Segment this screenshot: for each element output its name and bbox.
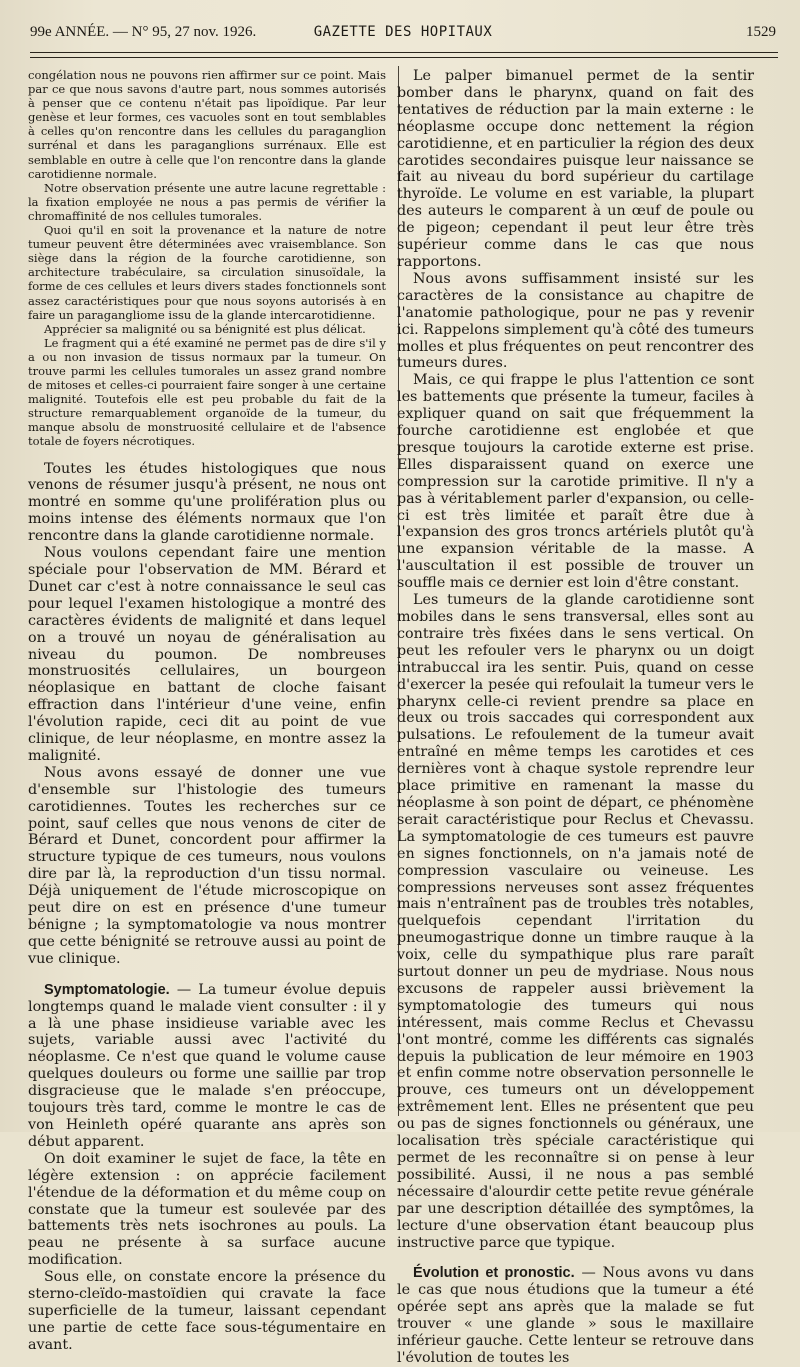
paragraph: Nous voulons cependant faire une mention spéciale pour l'observation de MM. Bérard et Dunet car c'est à notre connaissance le seul cas pour lequel l'examen histologique a montré des caractères évidents de malignité et dans lequel on a trouvé un noyau de généralisation au niveau du poumon. De nombreuses monstruosités cellulaires, un bourgeon néoplasique en battant de cloche faisant effraction dans l'intérieur d'une veine, enfin l'évolution rapide, ceci dit au point de vue clinique, de leur néoplasme, en montre assez la malignité.	[28, 545, 386, 764]
header-rule-top	[30, 52, 778, 53]
paragraph: Le palper bimanuel permet de la sentir bomber dans le pharynx, quand on fait des tentatives de réduction par la main externe : le néoplasme occupe donc nettement la région carotidienne, et en particulier la région des deux carotides secondaires puisque leur naissance se fait au niveau du bord supérieur du cartilage thyroïde. Le volume en est variable, la plupart des auteurs le comparent à un œuf de poule ou de pigeon; cependant il peut leur être très supérieur comme dans le cas que nous rapportons.	[397, 68, 754, 270]
section-lead-text: — Nous avons vu dans le cas que nous étudions que la tumeur a été opérée sept ans après que la malade se fut trouver « une glande » sous le maxillaire inférieur gauche. Cette lenteur se retrouve dans l'évolution de toutes les	[397, 1265, 754, 1366]
main-text-block	[397, 68, 754, 1367]
left-column	[28, 68, 386, 1353]
paragraph: Nous avons essayé de donner une vue d'ensemble sur l'histologie des tumeurs carotidiennes. Toutes les recherches sur ce point, sauf celles que nous venons de citer de Bérard et Dunet, concordent pour affirmer la structure typique de ces tumeurs, nous voulons dire par là, la reproduction d'un tissu normal. Déjà uniquement de l'étude microscopique on peut dire on est en présence d'une tumeur bénigne ; la symptomatologie va nous montrer que cette bénignité se retrouve aussi au point de vue clinique.	[28, 764, 386, 967]
section-lead-text: — La tumeur évolue depuis longtemps quand le malade vient consulter : il y a là une phase insidieuse variable avec les sujets, variable aussi avec l'activité du néoplasme. Ce n'est que quand le volume cause quelques douleurs ou forme une saillie par trop disgracieuse que le malade s'en préoccupe, toujours très tard, comme le montre le cas de von Heinleth opéré quarante ans après son début apparent.	[28, 981, 386, 1150]
page-number: 1529	[746, 24, 776, 40]
section-paragraph	[28, 982, 386, 1151]
paragraph: Quoi qu'il en soit la provenance et la nature de notre tumeur peuvent être déterminées avec vraisemblance. Son siège dans la région de la fourche carotidienne, son architecture trabéculaire, sa circulation sinusoïdale, la forme de ces cellules et leurs divers stades fonctionnels sont assez caractéristiques pour que nous soyons autorisés à en faire un paragangliome issu de la glande intercarotidienne.	[28, 223, 386, 322]
small-print-block	[28, 68, 386, 449]
spacer	[397, 1251, 754, 1265]
issue-info: 99e ANNÉE. — N° 95, 27 nov. 1926.	[30, 24, 257, 40]
paragraph: Nous avons suffisamment insisté sur les caractères de la consistance au chapitre de l'anatomie pathologique, pour ne pas y revenir ici. Rappelons simplement qu'à côté des tumeurs molles et plus fréquentes on peut rencontrer des tumeurs dures.	[397, 270, 754, 372]
paragraph: Sous elle, on constate encore la présence du sterno-cleïdo-mastoïdien qui cravate la face superficielle de la tumeur, laissant cependant une partie de cette face sous-tégumentaire en avant.	[28, 1269, 386, 1353]
paragraph: On doit examiner le sujet de face, la tête en légère extension : on apprécie facilement l'étendue de la déformation et du même coup on constate que la tumeur est soulevée par des battements très nets isochrones au pouls. La peau ne présente à sa surface aucune modification.	[28, 1150, 386, 1269]
paragraph: Toutes les études histologiques que nous venons de résumer jusqu'à présent, ne nous ont montré en somme qu'une prolifération plus ou moins intense des éléments normaux que l'on rencontre dans la glande carotidienne normale.	[28, 460, 386, 545]
section-paragraph	[397, 1265, 754, 1366]
paragraph: Mais, ce qui frappe le plus l'attention ce sont les battements que présente la tumeur, faciles à expliquer quand on sait que fréquemment la fourche carotidienne est englobée et que presque toujours la carotide externe est prise. Elles disparaissent quand on exerce une compression sur la carotide primitive. Il n'y a pas à véritablement parler d'expansion, ou celle-ci est très limitée et paraît être due à l'expansion des gros troncs artériels plutôt qu'à une expansion véritable de la masse. A l'auscultation il est possible de trouver un souffle mais ce dernier est loin d'être constant.	[397, 372, 754, 592]
right-column	[397, 68, 754, 1366]
spacer	[28, 968, 386, 982]
section-heading-symptomatologie: Symptomatologie.	[44, 981, 170, 998]
paragraph: Apprécier sa malignité ou sa bénignité est plus délicat.	[44, 321, 366, 336]
running-header	[30, 24, 776, 44]
journal-title: GAZETTE DES HOPITAUX	[313, 24, 493, 40]
paragraph: Le fragment qui a été examiné ne permet pas de dire s'il y a ou non invasion de tissus normaux par la tumeur. On trouve parmi les cellules tumorales un assez grand nombre de mitoses et celles-ci pourraient faire songer à une certaine malignité. Toutefois elle est peu probable du fait de la structure remarquablement organoïde de la tumeur, du manque absolu de monstruosité cellulaire et de l'absence totale de foyers nécrotiques.	[28, 335, 386, 449]
paragraph: Les tumeurs de la glande carotidienne sont mobiles dans le sens transversal, elles sont au contraire très fixées dans le sens vertical. On peut les refouler vers le pharynx ou un doigt intrabuccal ira les sentir. Puis, quand on cesse d'exercer la pesée qui refoulait la tumeur vers le pharynx celle-ci revient prendre sa place en deux ou trois saccades qui correspondent aux pulsations. Le refoulement de la tumeur avait entraîné en même temps les carotides et ces dernières vont à chaque systole reprendre leur place primitive en ramenant la masse du néoplasme à son point de départ, ce phénomène serait caractéristique pour Reclus et Chevassu. La symptomatologie de ces tumeurs est pauvre en signes fonctionnels, on n'a jamais noté de compression vasculaire ou veineuse. Les compressions nerveuses sont assez fréquentes mais n'entraînent pas de troubles très notables, quelquefois cependant l'irritation du pneumogastrique donne un timbre rauque à la voix, celle du sympathique plus rare paraît surtout donner un peu de mydriase. Nous nous excusons de rappeler aussi brièvement la symptomatologie des tumeurs qui nous intéressent, mais comme Reclus et Chevassu l'ont montré, comme les différents cas signalés depuis la publication de leur mémoire en 1903 et enfin comme notre observation personnelle le prouve, ces tumeurs ont un développement extrêmement lent. Elles ne présentent que peu ou pas de signes fonctionnels ou généraux, une localisation très spéciale caractéristique qui permet de les reconnaître si on pense à leur possibilité. Aussi, il ne nous a pas semblé nécessaire d'alourdir cette petite revue générale par une description détaillée des symptômes, la lecture d'une observation étant beaucoup plus instructive parce que typique.	[397, 592, 754, 1251]
main-text-block	[28, 461, 386, 1354]
section-heading-evolution: Évolution et pronostic.	[413, 1265, 575, 1282]
header-rule-bottom	[30, 57, 778, 58]
paragraph: congélation nous ne pouvons rien affirmer sur ce point. Mais par ce que nous savons d'autre part, nous sommes autorisés à penser que ce contenu n'était pas lipoïdique. Par leur genèse et leur formes, ces vacuoles sont en tout semblables à celles qu'on rencontre dans les cellules du paraganglion surrénal et dans les paraganglions surrénaux. Elle est semblable en outre à celle que l'on rencontre dans la glande carotidienne normale.	[28, 68, 386, 181]
spacer	[28, 449, 386, 461]
paragraph: Notre observation présente une autre lacune regrettable : la fixation employée ne nous a pas permis de vérifier la chromaffinité de nos cellules tumorales.	[28, 180, 386, 223]
